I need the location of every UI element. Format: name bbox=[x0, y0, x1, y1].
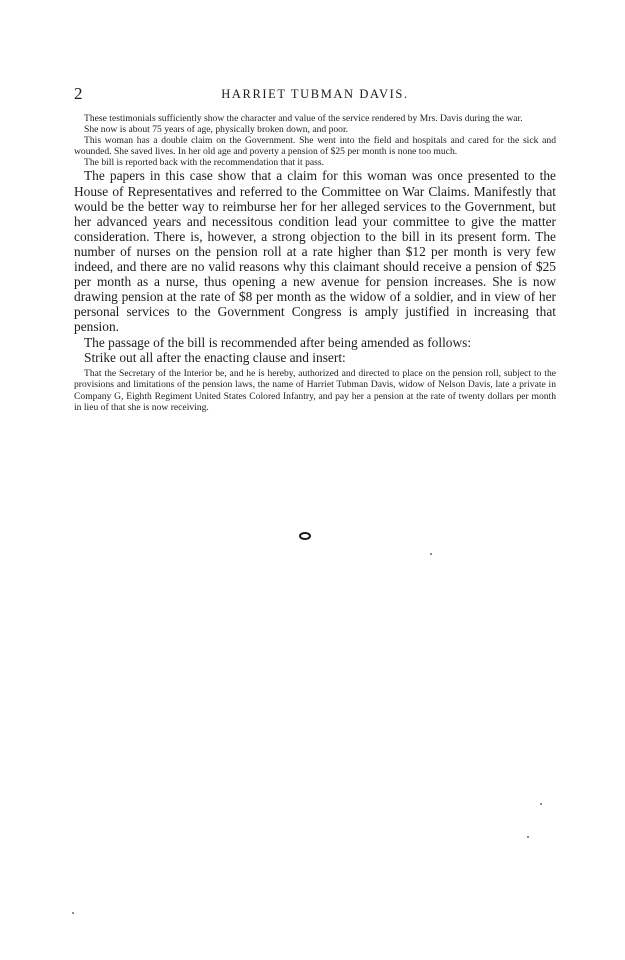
paragraph-strike-out: Strike out all after the enacting clause and insert: bbox=[84, 349, 346, 365]
paragraph-testimonials: These testimonials sufficiently show the character and value of the service rendered by Mrs. Davis during the war. bbox=[84, 113, 523, 124]
paragraph-recommendation: The bill is reported back with the recommendation that it pass. bbox=[84, 157, 325, 169]
paragraph-amended-text: That the Secretary of the Interior be, and he is hereby, authorized and directed to place on the pension roll, subject to the provisions and limitations of the pension laws, the name of Harriet Tubman Davis, widow of Nelson Davis, late a private in Company G, Eighth Regiment United States Colored Infantry, and pay her a pension at the rate of twenty dollars per month in lieu of that she is now receiving. bbox=[74, 367, 556, 413]
paragraph-age: She now is about 75 years of age, physically broken down, and poor. bbox=[84, 124, 349, 136]
page-header bbox=[74, 84, 556, 104]
page-content bbox=[74, 84, 556, 413]
paragraph-amendment-intro: The passage of the bill is recommended after being amended as follows: bbox=[84, 334, 472, 350]
page-number: 2 bbox=[74, 84, 83, 103]
running-title: HARRIET TUBMAN DAVIS. bbox=[221, 87, 409, 101]
scan-speck bbox=[540, 803, 542, 805]
scan-speck bbox=[72, 912, 74, 914]
paragraph-committee-report: The papers in this case show that a claim for this woman was once presented to the House of Representatives and referred to the Committee on War Claims. Manifestly that would be the better way to reimburse her for her alleged services to the Government, but her advanced years and necessitous condition lead your committee to give the matter consideration. There is, however, a strong objection to the bill in its present form. The number of nurses on the pension roll at a rate higher than $12 per month is very few indeed, and there are no valid reasons why this claimant should receive a pension of $25 per month as a nurse, thus opening a new avenue for pension increases. She is now drawing pension at the rate of $8 per month as the widow of a soldier, and in view of her personal services to the Government Congress is amply justified in increasing that pension. bbox=[74, 168, 556, 335]
paragraph-double-claim: This woman has a double claim on the Government. She went into the field and hospitals and cared for the sick and wounded. She saved lives. In her old age and poverty a pension of $25 per month is none too much. bbox=[74, 135, 556, 158]
scan-speck bbox=[527, 836, 529, 838]
end-ornament bbox=[299, 532, 311, 540]
scan-speck bbox=[430, 553, 432, 555]
